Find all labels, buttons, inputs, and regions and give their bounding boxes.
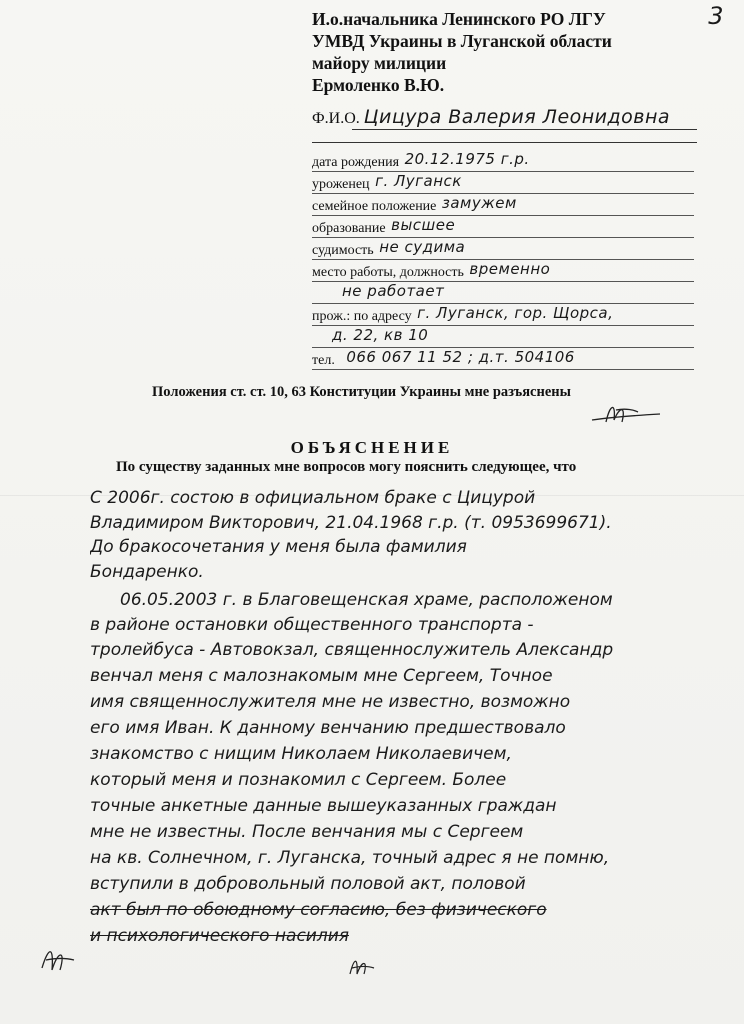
field-label: дата рождения (312, 155, 400, 170)
constitution-note: Положения ст. ст. 10, 63 Конституции Украины мне разъяснены (152, 384, 571, 400)
field-underline (312, 369, 694, 370)
birthplace-field (312, 172, 694, 194)
field-value: высшее (391, 216, 456, 234)
field-label: тел. (312, 353, 335, 368)
body-line: До бракосочетания у меня была фамилия (90, 537, 467, 557)
body-line: Бондаренко. (90, 562, 204, 582)
body-line: Владимиром Викторович, 21.04.1968 г.р. (т. 0953699671). (90, 513, 612, 533)
field-value: замужем (441, 194, 517, 212)
body-line: венчал меня с малознакомым мне Сергеем, Точное (90, 666, 553, 686)
field-label: место работы, должность (312, 265, 464, 280)
education-field (312, 216, 694, 238)
workplace-field-continued (312, 282, 694, 304)
body-line: тролейбуса - Автовокзал, священнослужитель Александр (90, 640, 614, 660)
field-value: 066 067 11 52 ; д.т. 504106 (346, 348, 575, 366)
phone-field (312, 348, 694, 370)
body-line: С 2006г. состою в официальном браке с Цицурой (90, 488, 536, 508)
field-label: судимость (312, 243, 374, 258)
signature-mark-center (346, 950, 376, 980)
addressee-line-3: майору милиции (312, 53, 447, 73)
address-field-continued (312, 326, 694, 348)
criminal-record-field (312, 238, 694, 260)
address-field (312, 304, 694, 326)
body-line: на кв. Солнечном, г. Луганска, точный адрес я не помню, (90, 848, 610, 868)
birth-date-field (312, 150, 694, 172)
workplace-field (312, 260, 694, 282)
body-line: точные анкетные данные вышеуказанных граждан (90, 796, 557, 816)
field-value: д. 22, кв 10 (332, 326, 429, 344)
body-line: имя священнослужителя мне не известно, возможно (90, 692, 571, 712)
field-value: не судима (379, 238, 466, 256)
addressee-block (312, 8, 612, 96)
body-line: в районе остановки общественного транспорта - (90, 615, 534, 635)
signature-mark (586, 398, 666, 428)
fio-underline (352, 129, 697, 130)
page-number: 3 (708, 2, 724, 30)
document-title: ОБЪЯСНЕНИЕ (290, 438, 454, 457)
body-line: мне не известны. После венчания мы с Сергеем (90, 822, 524, 842)
body-line: его имя Иван. К данному венчанию предшествовало (90, 718, 566, 738)
field-label: прож.: по адресу (312, 309, 412, 324)
document-subtitle: По существу заданных мне вопросов могу пояснить следующее, что (116, 459, 577, 475)
body-line: 06.05.2003 г. в Благовещенская храме, расположеном (120, 590, 613, 610)
body-line: который меня и познакомил с Сергеем. Более (90, 770, 507, 790)
body-line-struck: и психологического насилия (90, 926, 349, 946)
body-line: знакомство с нищим Николаем Николаевичем, (90, 744, 512, 764)
body-line: вступили в добровольный половой акт, половой (90, 874, 526, 894)
signature-mark-left (38, 940, 78, 976)
addressee-line-4: Ермоленко В.Ю. (312, 75, 445, 95)
field-label: образование (312, 221, 386, 236)
fio-value: Цицура Валерия Леонидовна (363, 106, 671, 128)
form-top-rule (312, 142, 697, 143)
field-value: 20.12.1975 г.р. (404, 150, 530, 168)
fio-label: Ф.И.О. (312, 110, 360, 127)
fio-field (312, 106, 697, 128)
body-line-struck: акт был по обоюдному согласию, без физического (90, 900, 547, 920)
field-value: не работает (342, 282, 445, 300)
addressee-line-2: УМВД Украины в Луганской области (312, 31, 612, 51)
field-label: уроженец (312, 177, 370, 192)
field-value: г. Луганск (375, 172, 462, 190)
field-value: временно (469, 260, 551, 278)
field-value: г. Луганск, гор. Щорса, (417, 304, 614, 322)
marital-status-field (312, 194, 694, 216)
addressee-line-1: И.о.начальника Ленинского РО ЛГУ (312, 9, 606, 29)
field-label: семейное положение (312, 199, 437, 214)
